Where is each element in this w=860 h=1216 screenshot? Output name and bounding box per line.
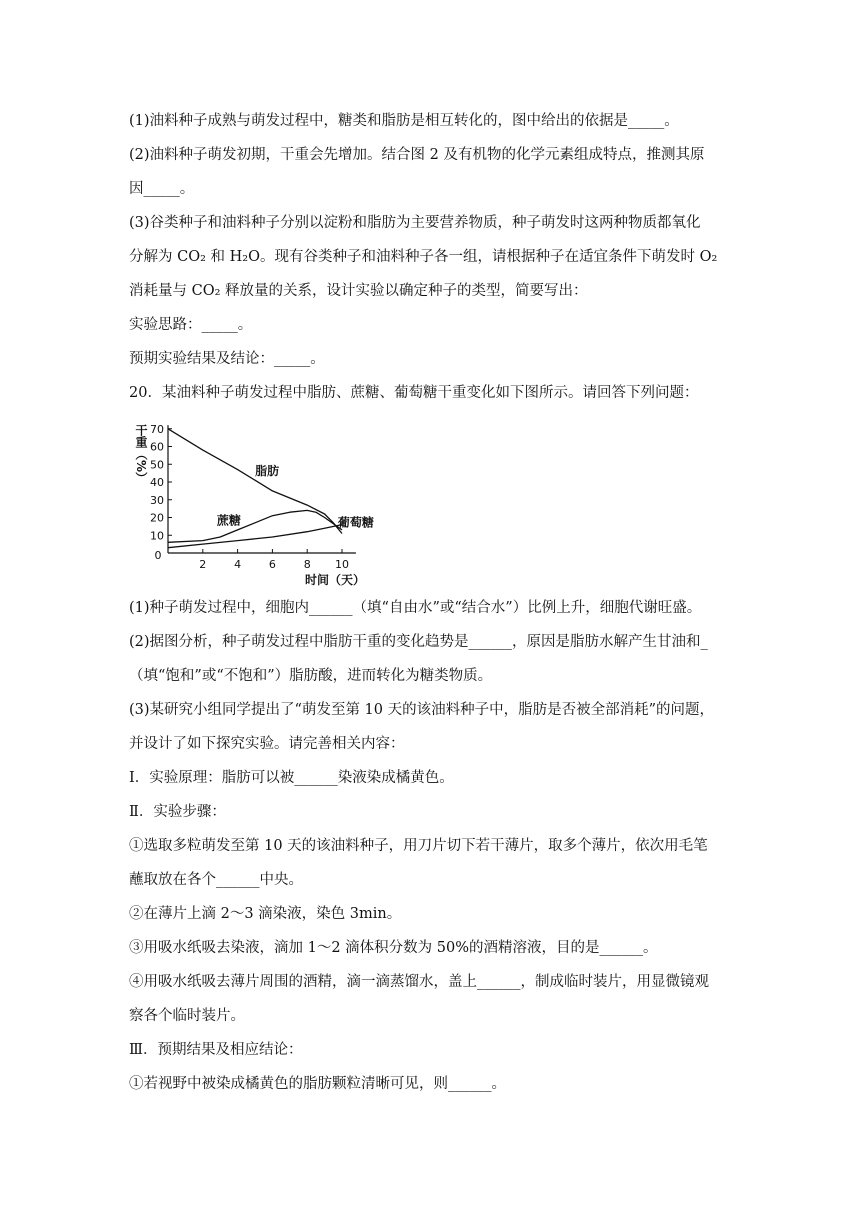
y-tick-label: 50: [150, 458, 164, 472]
y-tick-label: 20: [150, 511, 164, 525]
x-tick-label: 6: [268, 558, 276, 571]
fat-series-label: 脂肪: [255, 463, 280, 478]
chart-axes: [168, 425, 356, 553]
sucrose-line: [168, 510, 342, 542]
text-line-8: 预期实验结果及结论：_____。: [129, 351, 325, 367]
text-line-19: ③用吸水纸吸去染液，滴加 1～2 滴体积分数为 50%的酒精溶液，目的是______。: [129, 940, 658, 956]
question-20-stem: 20．某油料种子萌发过程中脂肪、蔗糖、葡萄糖干重变化如下图所示。请回答下列问题：: [129, 385, 699, 401]
y-axis-label: 干重（%）: [134, 423, 148, 485]
text-line-6: 消耗量与 CO₂ 释放量的关系，设计实验以确定种子的类型，简要写出：: [129, 283, 588, 299]
text-line-16: ①选取多粒萌发至第 10 天的该油料种子，用刀片切下若干薄片，取多个薄片，依次用毛笔: [129, 838, 708, 854]
dry-weight-line-chart: [125, 412, 395, 590]
sucrose-series-label: 蔗糖: [216, 513, 241, 528]
x-tick-label: 8: [303, 558, 311, 571]
text-line-7: 实验思路：_____。: [129, 317, 253, 333]
text-line-5: 分解为 CO₂ 和 H₂O。现有谷类种子和油料种子各一组，请根据种子在适宜条件下萌发时 O₂: [129, 249, 718, 265]
y-tick-label: 70: [150, 422, 164, 436]
origin-label: 0: [154, 549, 162, 562]
x-tick-label: 10: [335, 558, 349, 571]
text-line-10: (2)据图分析，种子萌发过程中脂肪干重的变化趋势是______，原因是脂肪水解产生甘油和_: [129, 634, 708, 650]
text-line-21: 察各个临时装片。: [129, 1008, 245, 1024]
text-line-11: （填“饱和”或“不饱和”）脂肪酸，进而转化为糖类物质。: [129, 668, 493, 684]
text-line-2: (2)油料种子萌发初期，干重会先增加。结合图 2 及有机物的化学元素组成特点，推测其原: [129, 147, 705, 163]
glucose-line: [168, 525, 342, 548]
glucose-series-label: 葡萄糖: [337, 515, 374, 530]
text-line-17: 蘸取放在各个______中央。: [129, 872, 303, 888]
y-tick-label: 40: [150, 476, 164, 489]
text-line-18: ②在薄片上滴 2～3 滴染液，染色 3min。: [129, 906, 402, 922]
chart-ticks: [150, 423, 349, 571]
text-line-12: (3)某研究小组同学提出了“萌发至第 10 天的该油料种子中，脂肪是否被全部消耗”的问题，: [129, 702, 715, 718]
text-line-22: Ⅲ．预期结果及相应结论：: [129, 1042, 303, 1058]
text-line-4: (3)谷类种子和油料种子分别以淀粉和脂肪为主要营养物质，种子萌发时这两种物质都氧化: [129, 215, 701, 231]
y-tick-label: 60: [150, 440, 164, 454]
text-line-13: 并设计了如下探究实验。请完善相关内容：: [129, 736, 405, 752]
text-line-1: (1)油料种子成熟与萌发过程中，糖类和脂肪是相互转化的，图中给出的依据是_____。: [129, 113, 679, 129]
fat-line: [168, 429, 342, 534]
text-line-20: ④用吸水纸吸去薄片周围的酒精，滴一滴蒸馏水，盖上______，制成临时装片，用显微镜观: [129, 974, 709, 990]
y-tick-label: 30: [150, 493, 164, 507]
chart-series: [168, 429, 342, 548]
text-line-14: Ⅰ．实验原理：脂肪可以被______染液染成橘黄色。: [129, 770, 454, 786]
text-line-9: (1)种子萌发过程中，细胞内______（填“自由水”或“结合水”）比例上升，细胞代谢旺盛。: [129, 600, 702, 616]
text-line-23: ①若视野中被染成橘黄色的脂肪颗粒清晰可见，则______。: [129, 1076, 506, 1092]
text-line-3: 因_____。: [129, 181, 195, 197]
y-tick-label: 10: [150, 529, 164, 543]
x-tick-label: 2: [199, 558, 207, 571]
x-tick-label: 4: [234, 558, 242, 571]
text-line-15: Ⅱ．实验步骤：: [129, 804, 226, 820]
x-axis-label: 时间（天）: [305, 573, 366, 587]
